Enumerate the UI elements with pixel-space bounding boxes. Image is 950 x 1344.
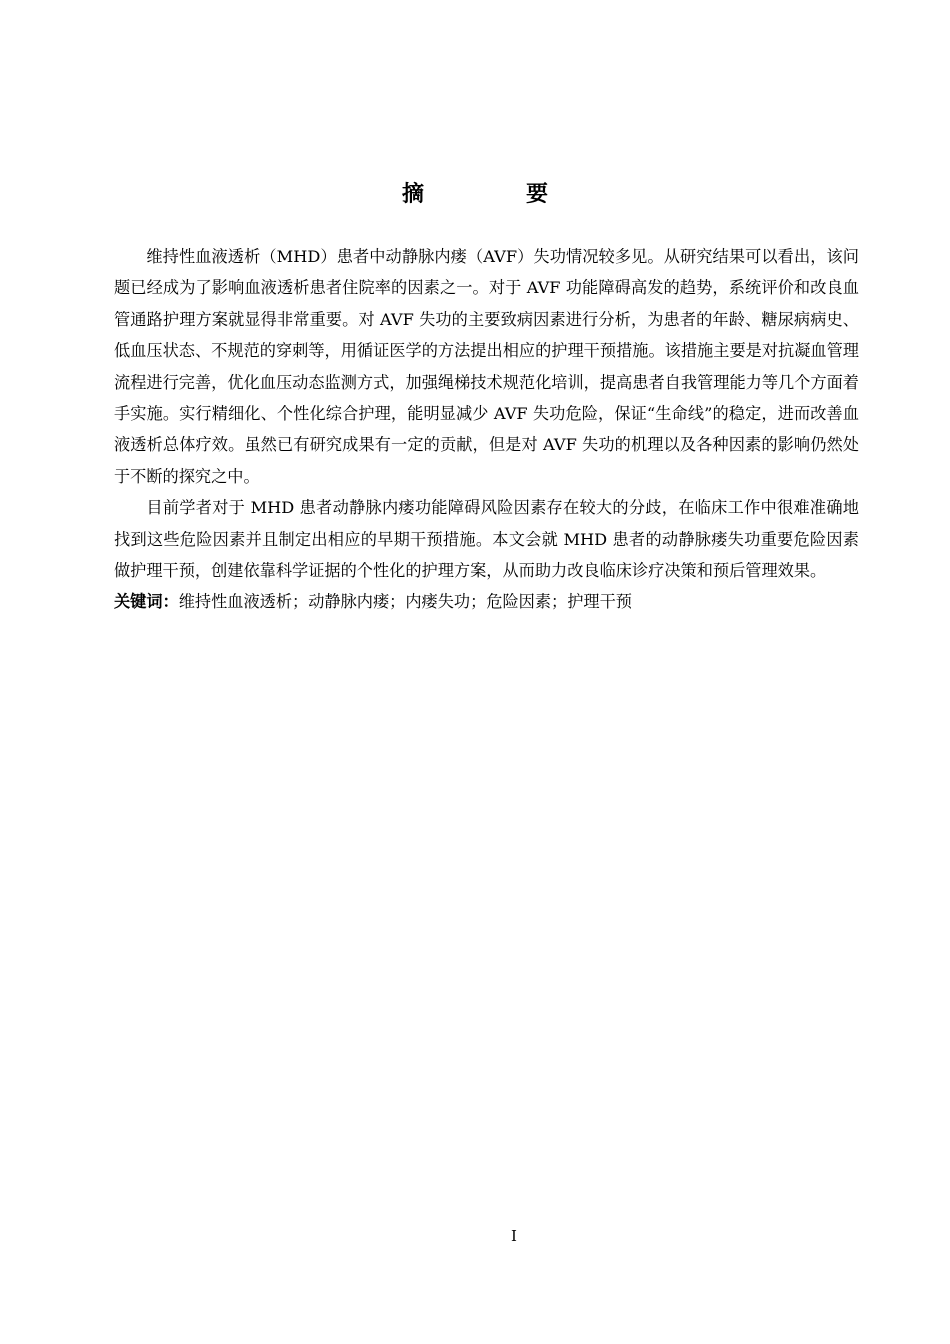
keywords-label: 关键词： [114,592,179,612]
abstract-body [114,241,859,618]
keywords-text: 维持性血液透析；动静脉内瘘；内瘘失功；危险因素；护理干预 [178,592,632,612]
page-title: 摘 要 [401,182,588,207]
keywords-line [114,586,859,617]
abstract-paragraph-1: 维持性血液透析（MHD）患者中动静脉内瘘（AVF）失功情况较多见。从研究结果可以看出，该问题已经成为了影响血液透析患者住院率的因素之一。对于 AVF 功能障碍高发的趋势，系统评价和改良血管通路护理方案就显得非常重要。对 AVF 失功的主要致病因素进行分析，为患者的年龄、糖尿病病史、低血压状态、不规范的穿刺等，用循证医学的方法提出相应的护理干预措施。该措施主要是对抗凝血管理流程进行完善，优化血压动态监测方式，加强绳梯技术规范化培训，提高患者自我管理能力等几个方面着手实施。实行精细化、个性化综合护理，能明显减少 AVF 失功危险，保证“生命线”的稳定，进而改善血液透析总体疗效。虽然已有研究成果有一定的贡献，但是对 AVF 失功的机理以及各种因素的影响仍然处于不断的探究之中。 [114,247,859,486]
page-number: I [511,1227,517,1245]
abstract-paragraph-2: 目前学者对于 MHD 患者动静脉内瘘功能障碍风险因素存在较大的分歧，在临床工作中很难准确地找到这些危险因素并且制定出相应的早期干预措施。本文会就 MHD 患者的动静脉瘘失功重要危险因素做护理干预，创建依靠科学证据的个性化的护理方案，从而助力改良临床诊疗决策和预后管理效果。 [114,498,859,581]
